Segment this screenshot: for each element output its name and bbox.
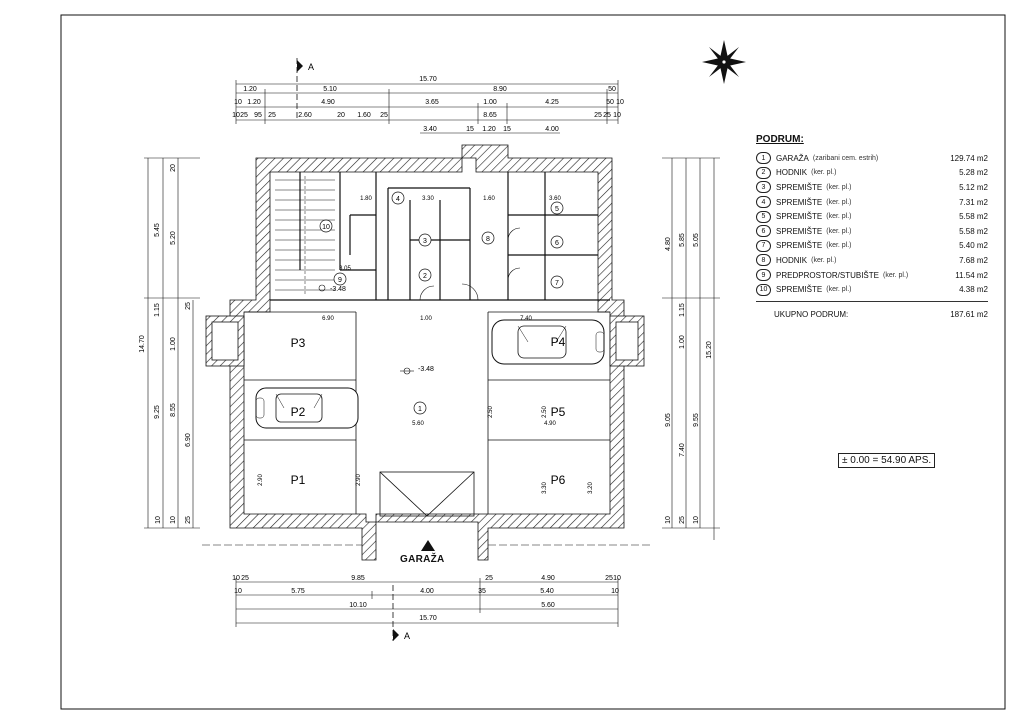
legend-name: SPREMIŠTE xyxy=(776,226,823,236)
section-label-top: A xyxy=(308,62,315,72)
svg-text:7.40: 7.40 xyxy=(520,316,532,322)
dim-right: 7.40 xyxy=(679,443,686,457)
garage-entry-arrow-icon xyxy=(421,540,435,551)
legend-row xyxy=(756,195,988,210)
legend-name: SPREMIŠTE xyxy=(776,212,823,222)
svg-text:2.90: 2.90 xyxy=(356,474,362,486)
dim-right: 10 xyxy=(665,516,672,524)
legend-name: SPREMIŠTE xyxy=(776,285,823,295)
legend-name: SPREMIŠTE xyxy=(776,241,823,251)
dim-top: 10 xyxy=(616,99,624,106)
car-icon xyxy=(256,388,358,428)
dim-right: 1.00 xyxy=(679,335,686,349)
legend-row xyxy=(756,239,988,254)
legend-name: PREDPROSTOR/STUBIŠTE xyxy=(776,270,879,280)
dim-top: 4.90 xyxy=(321,99,335,106)
dim-left: 9.25 xyxy=(154,405,161,419)
legend-note: (zaribani cem. estrih) xyxy=(812,154,879,162)
svg-text:4: 4 xyxy=(396,196,400,203)
parking-label-p6: P6 xyxy=(550,473,566,487)
section-label-bottom: A xyxy=(404,631,411,641)
room-marker-5 xyxy=(551,202,563,214)
room-marker-9 xyxy=(334,273,346,285)
elevation-stair: -3.48 xyxy=(330,286,346,293)
legend-num: 2 xyxy=(756,167,771,179)
parking-label-p1: P1 xyxy=(290,473,306,487)
dim-top-total: 15.70 xyxy=(419,76,437,83)
dim-right: 10 xyxy=(693,516,700,524)
dim-top: 10 xyxy=(232,112,240,119)
dim-top: 8.90 xyxy=(493,86,507,93)
legend-note: (ker. pl.) xyxy=(811,169,837,177)
svg-text:2.50: 2.50 xyxy=(488,406,494,418)
svg-text:3.60: 3.60 xyxy=(549,196,561,202)
legend-note: (ker. pl.) xyxy=(811,256,837,264)
dim-left: 5.45 xyxy=(154,223,161,237)
legend-num: 3 xyxy=(756,181,771,193)
legend-area: 7.68 m2 xyxy=(959,255,988,265)
legend-row xyxy=(756,151,988,166)
legend-row xyxy=(756,268,988,283)
svg-text:3.30: 3.30 xyxy=(422,196,434,202)
dim-left: 8.55 xyxy=(170,403,177,417)
dim-left: 10 xyxy=(155,516,162,524)
room-marker-4 xyxy=(392,192,404,204)
elevation-marker xyxy=(400,366,434,374)
legend-row xyxy=(756,224,988,239)
legend-area: 5.58 m2 xyxy=(959,226,988,236)
legend-row xyxy=(756,180,988,195)
dim-top: 3.65 xyxy=(425,99,439,106)
dim-right: 25 xyxy=(679,516,686,524)
legend-num: 8 xyxy=(756,254,771,266)
dim-top: 25 xyxy=(240,112,248,119)
legend-total-row xyxy=(756,301,988,319)
dim-bottom: 5.75 xyxy=(291,588,305,595)
dim-left: 20 xyxy=(170,164,177,172)
legend-note: (ker. pl.) xyxy=(826,198,852,206)
dim-top: 25 xyxy=(603,112,611,119)
garage-entry-ramp xyxy=(380,472,474,516)
dim-top: 50 xyxy=(608,86,616,93)
svg-text:1.60: 1.60 xyxy=(483,196,495,202)
legend-area: 7.31 m2 xyxy=(959,197,988,207)
dim-bottom: 25 xyxy=(485,575,493,582)
dim-top: 1.00 xyxy=(483,99,497,106)
legend-area: 4.38 m2 xyxy=(959,285,988,295)
section-marker-top xyxy=(297,58,314,120)
dim-top: 3.40 xyxy=(423,126,437,133)
legend-num: 5 xyxy=(756,211,771,223)
dim-top: 10 xyxy=(613,112,621,119)
svg-text:2: 2 xyxy=(423,273,427,280)
svg-text:7: 7 xyxy=(555,280,559,287)
dim-top: 95 xyxy=(254,112,262,119)
dim-right: 15.20 xyxy=(706,341,713,359)
dim-left: 10 xyxy=(170,516,177,524)
legend-area: 11.54 m2 xyxy=(955,270,988,280)
dim-left: 6.90 xyxy=(185,433,192,447)
svg-text:2.50: 2.50 xyxy=(542,406,548,418)
dim-bottom: 10 xyxy=(613,575,621,582)
dim-top: 4.25 xyxy=(545,99,559,106)
dim-top: 15 xyxy=(503,126,511,133)
dim-bottom: 10.10 xyxy=(349,602,367,609)
legend-area: 5.12 m2 xyxy=(959,182,988,192)
dim-left: 14.70 xyxy=(139,335,146,353)
parking-label-p5: P5 xyxy=(550,405,566,419)
legend-note: (ker. pl.) xyxy=(826,227,852,235)
legend-area: 5.58 m2 xyxy=(959,212,988,222)
svg-text:8: 8 xyxy=(486,236,490,243)
legend-row xyxy=(756,166,988,181)
svg-text:1.00: 1.00 xyxy=(420,316,432,322)
legend-note: (ker. pl.) xyxy=(826,242,852,250)
svg-text:10: 10 xyxy=(322,224,330,231)
parking-label-p2: P2 xyxy=(290,405,306,419)
legend-num: 9 xyxy=(756,269,771,281)
dim-bottom: 10 xyxy=(232,575,240,582)
legend-row xyxy=(756,253,988,268)
dim-top: 2.60 xyxy=(298,112,312,119)
legend-row xyxy=(756,209,988,224)
legend-name: HODNIK xyxy=(776,168,808,178)
staircase xyxy=(275,176,335,296)
dim-top: 4.00 xyxy=(545,126,559,133)
legend-note: (ker. pl.) xyxy=(826,213,852,221)
svg-text:1: 1 xyxy=(418,406,422,413)
parking-label-p4: P4 xyxy=(550,335,566,349)
svg-text:2.90: 2.90 xyxy=(258,474,264,486)
dim-bottom: 5.60 xyxy=(541,602,555,609)
legend-num: 10 xyxy=(756,284,771,296)
dim-right: 5.85 xyxy=(679,233,686,247)
legend-note: (ker. pl.) xyxy=(882,271,909,279)
dim-right: 1.15 xyxy=(679,303,686,317)
dim-top: 5.10 xyxy=(323,86,337,93)
legend-area: 129.74 m2 xyxy=(950,153,988,163)
legend-num: 6 xyxy=(756,225,771,237)
svg-text:1.80: 1.80 xyxy=(360,196,372,202)
dim-top: 25 xyxy=(268,112,276,119)
dim-right: 5.05 xyxy=(693,233,700,247)
svg-text:5: 5 xyxy=(555,206,559,213)
svg-text:5.60: 5.60 xyxy=(412,421,424,427)
legend-num: 7 xyxy=(756,240,771,252)
room-number-markers xyxy=(320,192,563,414)
dim-top: 1.60 xyxy=(357,112,371,119)
room-marker-1 xyxy=(414,402,426,414)
dim-bottom: 4.00 xyxy=(420,588,434,595)
dim-top: 8.65 xyxy=(483,112,497,119)
north-arrow-icon xyxy=(702,40,746,84)
garage-entry-label: GARAŽA xyxy=(400,554,445,565)
dim-left: 1.15 xyxy=(154,303,161,317)
legend-note: (ker. pl.) xyxy=(826,286,852,294)
elevation-marker xyxy=(319,285,346,293)
dim-bottom: 9.85 xyxy=(351,575,365,582)
top-dimension-text xyxy=(232,76,624,133)
dim-left: 1.00 xyxy=(170,337,177,351)
svg-text:6: 6 xyxy=(555,240,559,247)
room-marker-7 xyxy=(551,276,563,288)
svg-text:9: 9 xyxy=(338,277,342,284)
legend-row xyxy=(756,282,988,297)
dim-top: 20 xyxy=(337,112,345,119)
legend-name: SPREMIŠTE xyxy=(776,197,823,207)
svg-text:3.20: 3.20 xyxy=(588,482,594,494)
legend-title: PODRUM: xyxy=(756,134,804,145)
legend-num: 4 xyxy=(756,196,771,208)
svg-text:4.90: 4.90 xyxy=(544,421,556,427)
legend-name: HODNIK xyxy=(776,255,808,265)
elevation-garage: -3.48 xyxy=(418,366,434,373)
svg-text:3.30: 3.30 xyxy=(542,482,548,494)
parking-label-p3: P3 xyxy=(290,336,306,350)
car-icon xyxy=(492,320,604,364)
dim-bottom-total: 15.70 xyxy=(419,615,437,622)
dim-top: 1.20 xyxy=(247,99,261,106)
legend-area: 5.40 m2 xyxy=(959,241,988,251)
dim-top: 25 xyxy=(594,112,602,119)
dim-left: 25 xyxy=(185,516,192,524)
room-marker-10 xyxy=(320,220,332,232)
dim-top: 1.20 xyxy=(482,126,496,133)
dim-right: 9.05 xyxy=(665,413,672,427)
dim-left: 5.20 xyxy=(170,231,177,245)
svg-text:6.90: 6.90 xyxy=(322,316,334,322)
room-marker-3 xyxy=(419,234,431,246)
dim-top: 10 xyxy=(234,99,242,106)
legend-total-label: UKUPNO PODRUM: xyxy=(774,309,849,319)
section-marker-bottom xyxy=(393,585,410,641)
dim-bottom: 10 xyxy=(234,588,242,595)
dim-bottom: 35 xyxy=(478,588,486,595)
reference-level-note: ± 0.00 = 54.90 APS. xyxy=(838,453,935,468)
svg-text:3: 3 xyxy=(423,238,427,245)
room-legend xyxy=(756,134,988,319)
dim-top: 50 xyxy=(606,99,614,106)
dim-top: 1.20 xyxy=(243,86,257,93)
legend-area: 5.28 m2 xyxy=(959,168,988,178)
left-dimension-text xyxy=(139,164,192,524)
dim-bottom: 25 xyxy=(241,575,249,582)
legend-name: GARAŽA xyxy=(776,153,809,163)
legend-total-area: 187.61 m2 xyxy=(950,309,988,319)
dim-left: 25 xyxy=(185,302,192,310)
dim-bottom: 5.40 xyxy=(540,588,554,595)
room-marker-8 xyxy=(482,232,494,244)
dim-top: 15 xyxy=(466,126,474,133)
dim-top: 25 xyxy=(380,112,388,119)
dim-bottom: 25 xyxy=(605,575,613,582)
legend-name: SPREMIŠTE xyxy=(776,182,823,192)
dim-right: 4.80 xyxy=(665,237,672,251)
room-marker-6 xyxy=(551,236,563,248)
svg-text:3.05: 3.05 xyxy=(339,266,351,272)
dim-right: 9.55 xyxy=(693,413,700,427)
legend-num: 1 xyxy=(756,152,771,164)
legend-note: (ker. pl.) xyxy=(826,183,852,191)
dim-bottom: 10 xyxy=(611,588,619,595)
room-marker-2 xyxy=(419,269,431,281)
dim-bottom: 4.90 xyxy=(541,575,555,582)
